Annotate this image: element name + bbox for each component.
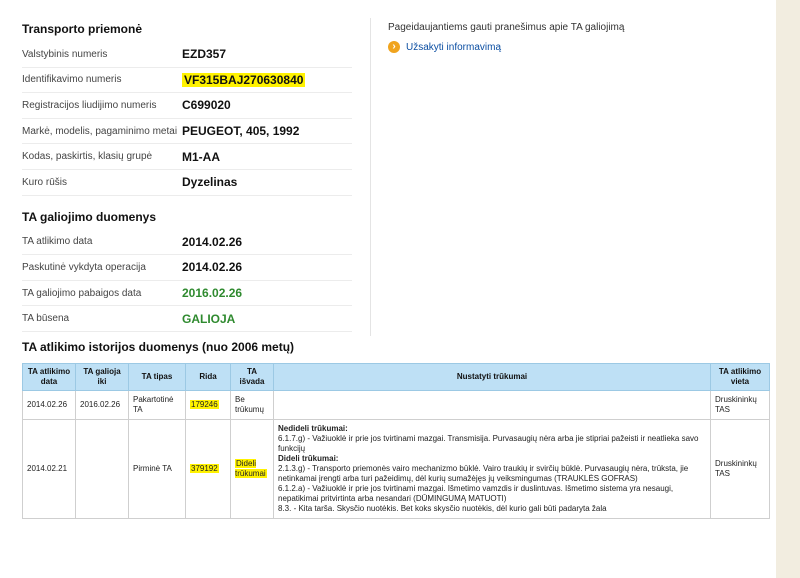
defect-item: 2.1.3.g) - Transporto priemonės vairo mechanizmo būklė. Vairo traukių ir svirčių būklė. Purvasaugių nėra, trūksta, jie netinkamai įrengti arba turi pažeidimų, dėl kurių sumažėjęs jų veiksmingumas (TRAUKLĖS GOFRAS) [278,464,689,483]
cell-mileage [186,391,231,420]
cell-date: 2014.02.21 [23,420,76,519]
info-row-expiry-date [22,281,352,307]
info-label: TA atlikimo data [22,236,93,248]
history-title: TA atlikimo istorijos duomenys (nuo 2006 metų) [22,340,295,354]
notify-text: Pageidaujantiems gauti pranešimus apie TA galiojimą [388,22,625,33]
info-row-vin [22,68,352,94]
defect-item: 8.3. - Kita tarša. Skysčio nuotėkis. Bet koks skysčio nuotėkis, dėl kurio gali būti padaryta žala [278,504,607,513]
info-label: Kodas, paskirtis, klasių grupė [22,151,153,163]
info-value: PEUGEOT, 405, 1992 [182,124,300,139]
cell-type: Pakartotinė TA [129,391,186,420]
cell-type: Pirminė TA [129,420,186,519]
info-row-registration [22,93,352,119]
col-header-mileage: Rida [186,364,231,391]
info-label: Identifikavimo numeris [22,74,122,86]
defect-heading: Dideli trūkumai: [278,454,339,463]
defect-item: 6.1.7.g) - Važiuoklė ir prie jos tvirtinami mazgai. Transmisija. Purvasaugių nėra arba jie stipriai pažeisti ir neatlieka savo funkcijų [278,434,699,453]
history-table [22,363,770,519]
info-label: TA būsena [22,313,70,325]
arrow-right-icon: › [388,41,400,53]
defect-item: 6.1.2.a) - Važiuoklė ir prie jos tvirtinami mazgai. Išmetimo vamzdis ir duslintuvas. Išmetimo sistema yra nesaugi, nepatikimai pritvirtinta arba nesandari (DŪMINGUMĄ MATUOTI) [278,484,674,503]
cell-result [231,420,274,519]
col-header-place: TA atlikimo vieta [711,364,770,391]
info-value: M1-AA [182,149,220,164]
mileage-highlight: 179246 [191,400,218,409]
cell-place: Druskininkų TAS [711,420,770,519]
info-row-inspection-date [22,230,352,256]
cell-defects [274,420,711,519]
defect-heading: Nedideli trūkumai: [278,424,348,433]
mileage-highlight: 379192 [191,464,218,473]
table-header-row [23,364,770,391]
vehicle-info-panel [22,22,352,332]
info-label: Registracijos liudijimo numeris [22,99,157,111]
info-row-class [22,144,352,170]
cell-mileage [186,420,231,519]
right-edge-strip [776,0,800,578]
info-row-fuel [22,170,352,196]
col-header-result: TA išvada [231,364,274,391]
info-label: Valstybinis numeris [22,48,108,60]
status-value: GALIOJA [182,311,236,326]
info-row-status [22,306,352,332]
info-value: EZD357 [182,47,227,62]
info-value: 2014.02.26 [182,260,243,275]
col-header-date: TA atlikimo data [23,364,76,391]
subscribe-link[interactable] [388,41,758,53]
info-row-plate [22,42,352,68]
table-row [23,420,770,519]
notification-panel [388,22,758,53]
col-header-type: TA tipas [129,364,186,391]
cell-valid-until [76,420,129,519]
col-header-valid-until: TA galioja iki [76,364,129,391]
info-label: TA galiojimo pabaigos data [22,287,142,299]
cell-date: 2014.02.26 [23,391,76,420]
info-label: Markė, modelis, pagaminimo metai [22,125,178,137]
info-row-make-model [22,119,352,145]
info-label: Paskutinė vykdyta operacija [22,261,146,273]
cell-defects [274,391,711,420]
info-label: Kuro rūšis [22,176,68,188]
subscribe-link-label: Užsakyti informavimą [406,41,502,53]
cell-valid-until: 2016.02.26 [76,391,129,420]
cell-place: Druskininkų TAS [711,391,770,420]
validity-section-title: TA galiojimo duomenys [22,209,157,224]
col-header-defects: Nustatyti trūkumai [274,364,711,391]
info-value: Dyzelinas [182,175,238,190]
info-value-highlighted: VF315BAJ270630840 [184,72,304,87]
info-value-expiry: 2016.02.26 [182,286,243,301]
vehicle-section-title: Transporto priemonė [22,22,143,36]
info-row-last-operation [22,255,352,281]
info-value: 2014.02.26 [182,234,243,249]
info-value: C699020 [182,98,231,113]
result-highlight: Dideli trūkumai [235,459,266,478]
table-row [23,391,770,420]
cell-result: Be trūkumų [231,391,274,420]
column-divider [370,18,371,336]
